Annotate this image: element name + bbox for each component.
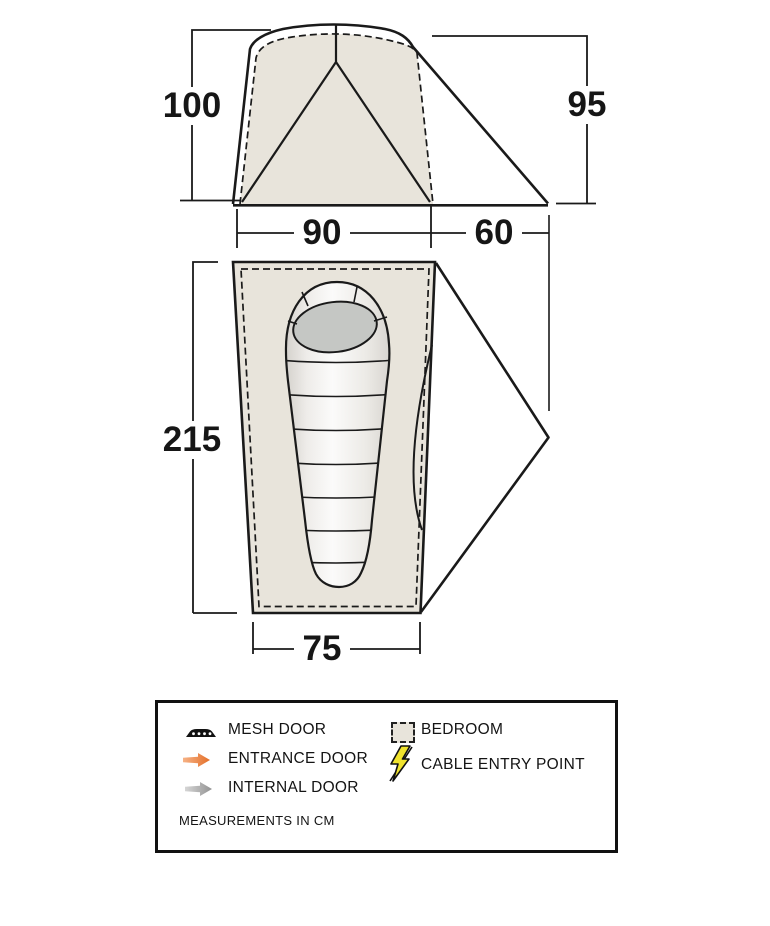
legend — [155, 700, 618, 853]
legend-label-entrance-door: ENTRANCE DOOR — [228, 750, 368, 767]
legend-label-bedroom: BEDROOM — [421, 721, 504, 738]
dimension-label-rear-width: 75 — [294, 630, 350, 668]
entrance-door-icon — [183, 752, 211, 773]
dimension-label-inner-width: 90 — [294, 214, 350, 252]
legend-note-measurements: MEASUREMENTS IN CM — [179, 813, 335, 828]
mesh-door-icon — [185, 725, 217, 743]
floor-plan-view — [233, 262, 549, 613]
legend-label-cable-entry: CABLE ENTRY POINT — [421, 756, 585, 773]
elevation-view — [233, 24, 548, 205]
legend-label-mesh-door: MESH DOOR — [228, 721, 327, 738]
internal-door-icon — [185, 781, 213, 802]
dimension-label-inner-height: 100 — [150, 87, 234, 125]
cable-entry-icon — [386, 744, 416, 789]
bedroom-icon — [391, 722, 415, 743]
legend-label-internal-door: INTERNAL DOOR — [228, 779, 359, 796]
plan-porch-outline — [421, 263, 549, 612]
dimension-label-length: 215 — [150, 421, 234, 459]
dimension-label-porch-height: 95 — [555, 86, 619, 124]
dimension-label-porch-width: 60 — [466, 214, 522, 252]
